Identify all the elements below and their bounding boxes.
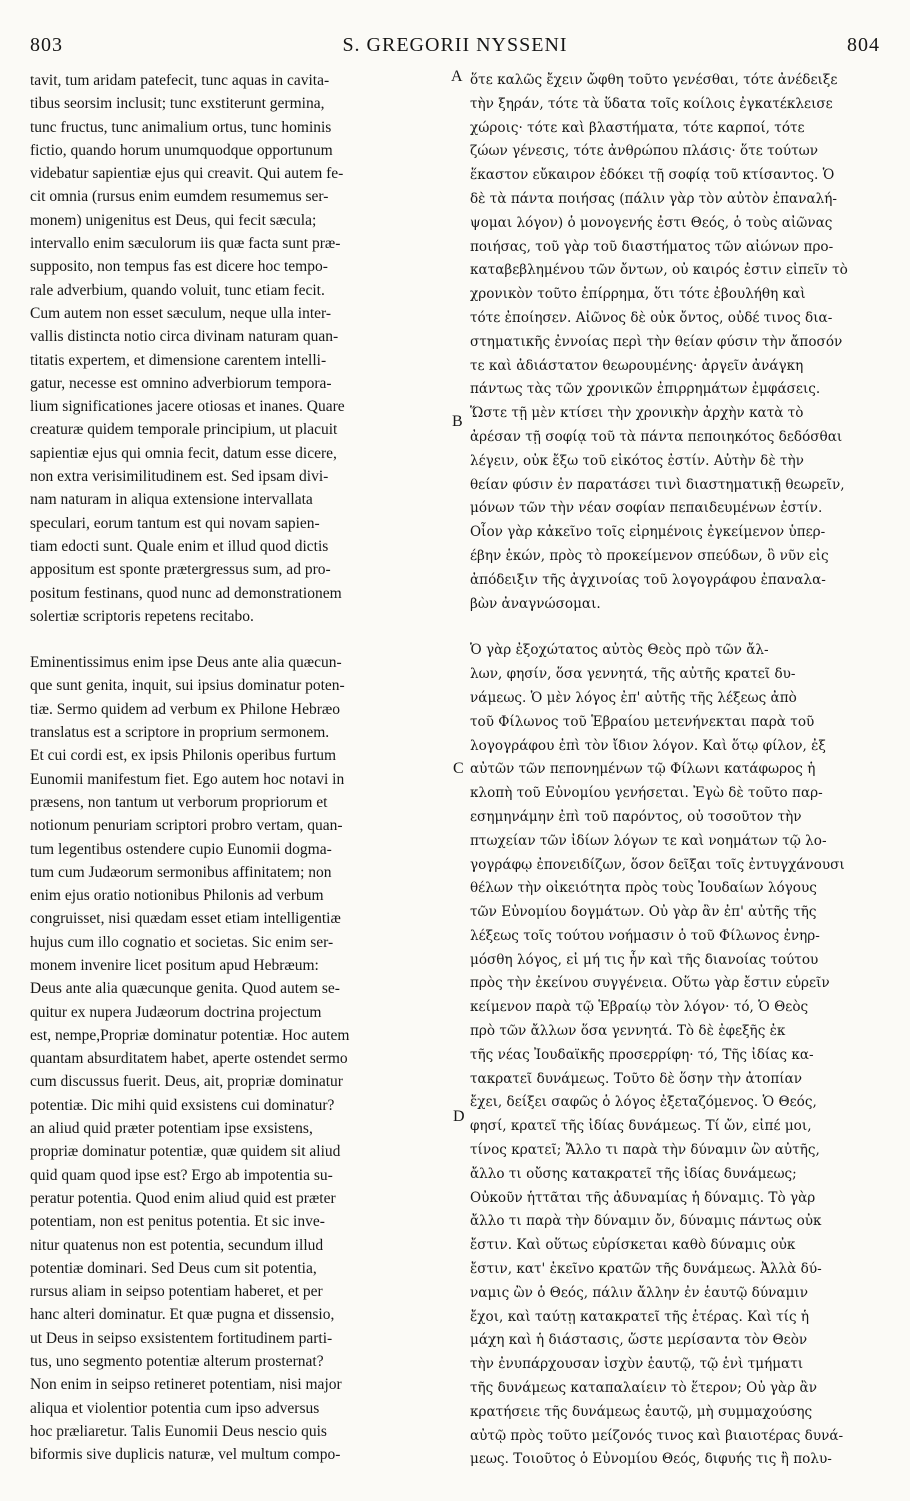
text-line: ποιήσας, τοῦ γὰρ τοῦ διαστήματος τῶν αἰώνων προ- (470, 238, 834, 255)
text-line: καταβεβλημένου τῶν ὄντων, οὐ καιρός ἐστιν εἰπεῖν τὸ (470, 262, 848, 279)
text-line: Οὐκοῦν ἡττᾶται τῆς ἀδυναμίας ἡ δύναμις. Τὸ γὰρ (470, 1189, 816, 1206)
text-line: ut Deus in seipso exsistentem fortitudinem parti- (30, 1329, 333, 1347)
text-line: ἄλλο τι οὔσης κατακρατεῖ τῆς ἰδίας δυνάμεως; (470, 1165, 797, 1182)
text-line: gatur, necesse est omnino adverbiorum tempora- (30, 374, 332, 392)
text-line: cit omnia (rursus enim eumdem resumemus ser- (30, 188, 329, 206)
text-line: Non enim in seipso retineret potentiam, nisi major (30, 1376, 342, 1394)
text-line: μάχη καὶ ἡ διάστασις, ὥστε μερίσαντα τὸν Θεὸν (470, 1332, 808, 1349)
greek-column (470, 69, 882, 1472)
latin-column (30, 69, 446, 1467)
text-line: biformis sive duplicis naturæ, vel multum compo- (30, 1446, 341, 1464)
text-line: νάμεως. Ὁ μὲν λόγος ἐπ' αὐτῆς τῆς λέξεως ἀπὸ (470, 689, 797, 706)
text-line: potentiæ dominari. Sed Deus cum sit potentia, (30, 1259, 317, 1277)
text-line: potentiæ. Dic mihi quid exsistens cui dominatur? (30, 1096, 335, 1114)
running-title: S. GREGORII NYSSENI (342, 34, 568, 56)
text-line: que sunt genita, inquit, sui ipsius dominatur poten- (30, 677, 345, 695)
text-line: πτωχείαν τῶν ἰδίων λόγων τε καὶ νοημάτων τῷ λο- (470, 832, 827, 849)
text-line: cum discussus fuerit. Deus, ait, propriæ dominatur (30, 1073, 343, 1091)
text-line: enim ejus oratio notionibus Philonis ad verbum (30, 887, 324, 905)
text-line: an aliud quid præter potentiam ipse exsistens, (30, 1120, 313, 1138)
text-line: Οἷον γὰρ κἀκεῖνο τοῖς εἰρημένοις ἐγκείμενον ὑπερ- (470, 524, 826, 541)
text-line: τῆς νέας Ἰουδαϊκῆς προσερρίφη· τό, Τῆς ἰδίας κα- (470, 1046, 814, 1063)
text-line: speculari, eorum tantum est qui novam sapien- (30, 514, 320, 532)
text-line: sapientiæ ejus qui omnia fecit, datum esse dicere, (30, 444, 337, 462)
text-line: Cum autem non esset sæculum, neque ulla inter- (30, 304, 332, 322)
text-line: αὐτῷ πρὸς τοῦτο μείζονός τινος καὶ βιαιοτέρας δυνά- (470, 1427, 844, 1444)
text-line: tus, uno segmento potentiæ alterum prosternat? (30, 1353, 324, 1371)
text-line: αὐτῶν τῶν πεπονημένων τῷ Φίλωνι κατάφωρος ἡ (470, 761, 816, 778)
text-line: tibus seorsim inclusit; tunc exstiterunt germina, (30, 95, 325, 113)
text-line: monem invenire licet positum apud Hebræum: (30, 956, 319, 974)
text-line: congruisset, nisi quædam esset etiam intelligentiæ (30, 910, 341, 928)
margin-letter-d: D (453, 1108, 465, 1125)
text-line: τίνος κρατεῖ; Ἄλλο τι παρὰ τὴν δύναμιν ὢν αὐτῆς, (470, 1142, 820, 1159)
text-line: videbatur sapientiæ ejus qui creavit. Qui autem fe- (30, 165, 344, 183)
text-line: βὼν ἀναγνώσομαι. (470, 595, 601, 612)
text-line: monem) unigenitus est Deus, qui fecit sæcula; (30, 211, 317, 229)
text-line: χώροις· τότε καὶ βλαστήματα, τότε καρποί, τότε (470, 119, 805, 136)
text-line: ἔστιν, κατ' ἐκεῖνο κρατῶν τῆς δυνάμεως. Ἀλλὰ δύ- (470, 1261, 822, 1278)
text-line: positum festinans, quod nunc ad demonstrationem (30, 584, 342, 602)
text-line: φησί, κρατεῖ τῆς ἰδίας δυνάμεως. Τί ὤν, εἰπέ μοι, (470, 1118, 812, 1135)
text-line: titatis expertem, et dimensione carentem intelli- (30, 351, 327, 369)
text-line: ἔχει, δείξει σαφῶς ὁ λόγος ἐξεταζόμενος. Ὁ Θεός, (470, 1094, 817, 1111)
text-line: τε καὶ ἀδιάστατον θεωρουμένης· ἀργεῖν ἀνάγκη (470, 357, 804, 374)
text-line: solertiæ scriptoris repetens recitabo. (30, 607, 254, 625)
text-line: quitur ex nupera Judæorum doctrina projectum (30, 1003, 322, 1021)
text-line: tiam edocti sunt. Quale enim et illud quod dictis (30, 537, 329, 555)
text-line: γογράφῳ ἐπονειδίζων, ὅσον δεῖξαι τοῖς ἐντυγχάνουσι (470, 856, 845, 873)
text-line: κείμενον παρὰ τῷ Ἑβραίῳ τὸν λόγον· τό, Ὁ Θεὸς (470, 999, 809, 1016)
text-line: præsens, non tantum ut verborum propriorum et (30, 793, 328, 811)
text-line: tum legentibus ostendere cupio Eunomii dogma- (30, 840, 332, 858)
text-line: τὴν ἐνυπάρχουσαν ἰσχὺν ἑαυτῷ, τῷ ἑνὶ τμήματι (470, 1356, 804, 1373)
text-line: aliqua et violentior potentia cum ipso adversus (30, 1399, 320, 1417)
text-line: τακρατεῖ δυνάμεως. Τοῦτο δὲ ὅσην τὴν ἀτοπίαν (470, 1070, 803, 1087)
text-line: Eminentissimus enim ipse Deus ante alia quæcun- (30, 654, 342, 672)
text-line: Eunomii manifestum fiet. Ego autem hoc notavi in (30, 770, 345, 788)
text-line: creaturæ quidem temporale principium, ut placuit (30, 421, 338, 439)
text-line: quid quam quod ipse est? Ergo ab impotentia su- (30, 1166, 333, 1184)
text-line: ναμις ὢν ὁ Θεός, πάλιν ἄλλην ἐν ἑαυτῷ δύναμιν (470, 1284, 808, 1301)
text-line: μεως. Τοιοῦτος ὁ Εὐνομίου Θεός, διφυής τις ἢ πολυ- (470, 1451, 832, 1468)
text-line: κλοπὴ τοῦ Εὐνομίου γενήσεται. Ἐγὼ δὲ τοῦτο παρ- (470, 785, 823, 802)
paragraph-gap (470, 616, 882, 639)
text-line: λέγειν, οὐκ ἔξω τοῦ εἰκότος ἐστίν. Αὐτὴν δὲ τὴν (470, 452, 804, 469)
right-page-number: 804 (847, 34, 880, 56)
text-line: tum cum Judæorum sermonibus affinitatem; non (30, 863, 332, 881)
text-line: λογογράφου ἐπὶ τὸν ἴδιον λόγον. Καὶ ὅτῳ φίλον, ἐξ (470, 737, 826, 754)
text-line: ὅτε καλῶς ἔχειν ὤφθη τοῦτο γενέσθαι, τότε ἀνέδειξε (470, 72, 838, 88)
text-line: ψομαι λόγον) ὁ μονογενής ἐστι Θεός, ὁ τοὺς αἰῶνας (470, 214, 833, 231)
text-line: λέξεως τοῖς τούτου νοήμασιν ὁ τοῦ Φίλωνος ἐνηρ- (470, 927, 820, 944)
margin-letter-b: B (452, 413, 463, 430)
text-line: notionum penuriam scriptori probro vertam, quan- (30, 817, 343, 835)
text-line: μόνων τῶν τὴν νέαν σοφίαν πεπαιδευμένων ἐστίν. (470, 500, 823, 517)
text-line: tiæ. Sermo quidem ad verbum ex Philone Hebræo (30, 700, 340, 718)
text-line: στηματικῆς ἐννοίας περὶ τὴν θείαν φύσιν τὴν ἄποσόν (470, 333, 843, 350)
text-line: appositum est sponte prætergressus sum, ad pro- (30, 561, 331, 579)
text-line: quantam absurditatem habet, aperte ostendet sermo (30, 1050, 348, 1068)
text-line: κρατήσειε τῆς δυνάμεως ἑαυτῷ, μὴ συμμαχούσης (470, 1403, 813, 1420)
margin-letter-c: C (453, 760, 464, 777)
text-line: τῶν Εὐνομίου δογμάτων. Οὐ γὰρ ἂν ἐπ' αὐτῆς τῆς (470, 904, 817, 921)
text-line: vallis distincta notio circa divinam naturam quan- (30, 328, 339, 346)
text-line: πρὸ τῶν ἄλλων ὅσα γεννητά. Τὸ δὲ ἐφεξῆς ἐκ (470, 1023, 786, 1040)
text-line: Ὥστε τῇ μὲν κτίσει τὴν χρονικὴν ἀρχὴν κατὰ τὸ (470, 405, 804, 422)
text-line: peratur potentia. Quod enim aliud quid est præter (30, 1189, 336, 1207)
text-line: hanc alteri dominatur. Et quæ pugna et dissensio, (30, 1306, 335, 1324)
text-line: λων, φησίν, ὅσα γεννητά, τῆς αὐτῆς κρατεῖ δυ- (470, 666, 796, 683)
text-line: δὲ τὰ πάντα ποιήσας (πάλιν γὰρ τὸν αὐτὸν ἐπαναλή- (470, 190, 837, 207)
text-line: ζώων γένεσις, τότε ἀνθρώπου πλάσις· ὅτε τούτων (470, 143, 818, 160)
text-line: τῆς δυνάμεως καταπαλαίειν τὸ ἕτερον; Οὐ γὰρ ἂν (470, 1380, 817, 1397)
text-line: fictio, quando horum unumquodque opportunum (30, 141, 333, 159)
text-line: μόσθη λόγος, εἰ μή τις ἦν καὶ τῆς διανοίας τούτου (470, 951, 819, 968)
text-line: Ὁ γὰρ ἐξοχώτατος αὐτὸς Θεὸς πρὸ τῶν ἄλ- (470, 642, 769, 659)
text-line: non extra verisimilitudinem est. Sed ipsam divi- (30, 468, 329, 486)
text-line: rale adverbium, quando voluit, tunc etiam fecit. (30, 281, 325, 299)
text-line: έβην ἑκών, πρὸς τὸ προκείμενον σπεύδων, ὃ νῦν εἰς (470, 547, 829, 564)
text-line: rursus aliam in seipso potentiam haberet, et per (30, 1283, 323, 1301)
text-line: nam naturam in aliqua extensione intervallata (30, 491, 313, 509)
text-line: intervallo enim sæculorum iis quæ facta sunt præ- (30, 235, 341, 253)
text-line: ἀπόδειξιν τῆς ἀγχινοίας τοῦ λογογράφου ἐπαναλα- (470, 571, 826, 588)
text-line: εσημηνάμην ἐπὶ τοῦ παρόντος, οὐ τοσοῦτον τὴν (470, 808, 802, 825)
text-line: lium significationes jacere otiosas et inanes. Quare (30, 398, 345, 416)
text-line: πάντως τὰς τῶν χρονικῶν ἐπιρρημάτων ἐμφάσεις. (470, 381, 821, 398)
text-line: supposito, non tempus fas est dicere hoc tempo- (30, 258, 328, 276)
text-line: ἀρέσαν τῇ σοφίᾳ τοῦ τὰ πάντα πεποιηκότος δεδόσθαι (470, 428, 843, 445)
margin-letter-a: A (451, 68, 463, 85)
text-line: translatus est a scriptore in proprium sermonem. (30, 724, 330, 742)
text-line: πρὸς τὴν ἐκείνου συγγένεια. Οὕτω γὰρ ἔστιν εὑρεῖν (470, 975, 830, 992)
paragraph-gap (30, 628, 446, 651)
text-line: χρονικὸν τοῦτο ἐπίρρημα, ὅτι τότε ἐβουλήθη καὶ (470, 286, 806, 303)
text-line: propriæ dominatur potentiæ, quæ quidem sit aliud (30, 1143, 341, 1161)
text-line: Et cui cordi est, ex ipsis Philonis operibus furtum (30, 747, 337, 765)
text-line: τοῦ Φίλωνος τοῦ Ἑβραίου μετενήνεκται παρὰ τοῦ (470, 713, 815, 730)
text-line: tavit, tum aridam patefecit, tunc aquas in cavita- (30, 72, 330, 89)
text-line: θείαν φύσιν ἐν παρατάσει τινὶ διαστηματικῇ θεωρεῖν, (470, 476, 845, 493)
text-line: hujus cum illo cognatio et societas. Sic enim ser- (30, 933, 334, 951)
text-line: est, nempe,Propriæ dominatur potentiæ. Hoc autem (30, 1026, 350, 1044)
page-header (30, 34, 880, 64)
text-line: hoc præliaretur. Talis Eunomii Deus nescio quis (30, 1422, 327, 1440)
text-line: ἔχοι, καὶ ταύτῃ κατακρατεῖ τῆς ἑτέρας. Καὶ τίς ἡ (470, 1308, 810, 1325)
text-line: nitur quatenus non est potentia, secundum illud (30, 1236, 324, 1254)
text-line: θέλων τὴν οἰκειότητα πρὸς τοὺς Ἰουδαίων λόγους (470, 880, 817, 897)
text-line: ἕκαστον εὔκαιρον ἐδόκει τῇ σοφίᾳ τοῦ κτίσαντος. Ὁ (470, 167, 835, 184)
text-line: tunc fructus, tunc animalium ortus, tunc hominis (30, 118, 332, 136)
text-line: Deus ante alia quæcunque genita. Quod autem se- (30, 980, 340, 998)
left-page-number: 803 (30, 34, 63, 56)
text-line: τότε ἐποίησεν. Αἰῶνος δὲ οὐκ ὄντος, οὐδέ τινος δια- (470, 309, 833, 326)
text-line: potentiam, non est penitus potentia. Et sic inve- (30, 1213, 325, 1231)
text-line: ἔστιν. Καὶ οὕτως εὑρίσκεται καθὸ δύναμις οὐκ (470, 1237, 796, 1254)
text-line: ἄλλο τι παρὰ τὴν δύναμιν ὄν, δύναμις πάντως οὐκ (470, 1213, 822, 1230)
text-line: τὴν ξηράν, τότε τὰ ὕδατα τοῖς κοίλοις ἐγκατέκλεισε (470, 95, 833, 112)
